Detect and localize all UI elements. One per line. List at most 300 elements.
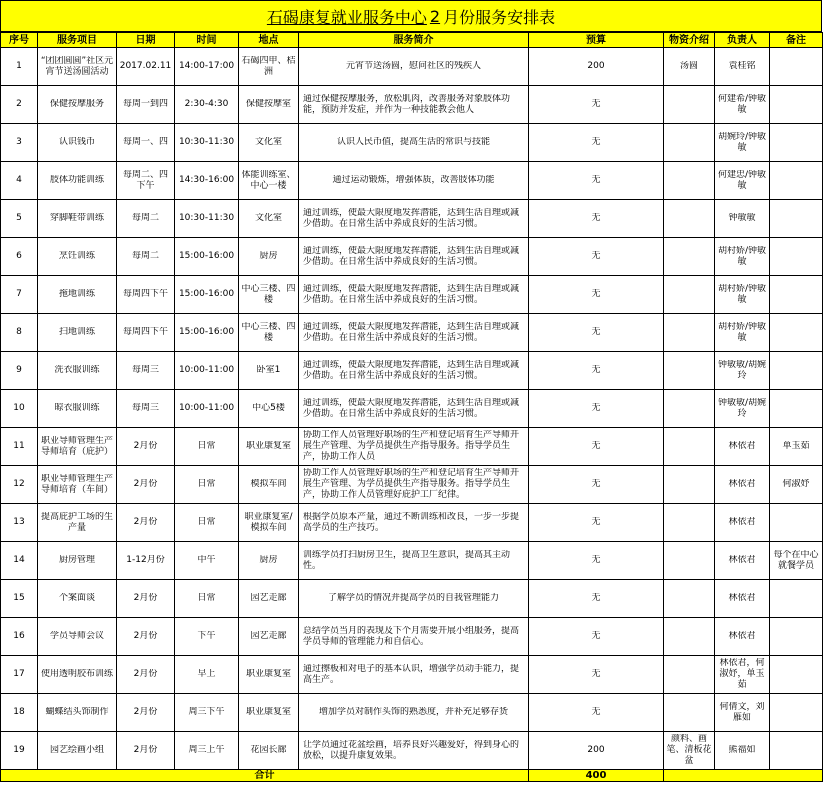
cell-brief-text: 协助工作人员管理好职场的生产和登记培育生产导师开展生产管理、为学员提供生产指导服务。指导学员生产，协助工作人员	[303, 430, 520, 462]
cell-brief-text: 通过擦板和对电子的基本认识，增强学员动手能力，提高生产。	[303, 663, 520, 685]
cell-date-text: 每周三	[131, 403, 159, 413]
cell-budget-text: 无	[591, 99, 601, 109]
cell-item	[38, 124, 117, 162]
cell-budget	[529, 618, 664, 656]
cell-time	[175, 48, 239, 86]
cell-budget-text: 无	[591, 213, 601, 223]
cell-brief	[299, 694, 529, 732]
cell-no-text: 15	[13, 593, 25, 603]
cell-time-text: 日常	[197, 517, 216, 527]
cell-place-text: 中心5楼	[252, 403, 285, 413]
cell-owner	[715, 48, 770, 86]
cell-owner-text: 林依君，何淑妤，单玉茹	[719, 658, 765, 690]
cell-time	[175, 466, 239, 504]
header-owner: 负责人	[715, 33, 770, 48]
cell-date-text: 每周一、四	[122, 137, 168, 147]
cell-owner-text: 钟敏敏	[728, 213, 756, 223]
cell-time-text: 15:00-16:00	[178, 327, 235, 337]
cell-item-text: 晾衣服训练	[54, 403, 100, 413]
cell-no	[1, 162, 38, 200]
cell-item	[38, 352, 117, 390]
cell-time	[175, 200, 239, 238]
cell-brief	[299, 352, 529, 390]
cell-place	[239, 428, 299, 466]
total-row	[1, 770, 823, 782]
total-value: 400	[529, 770, 664, 782]
cell-budget-text: 无	[591, 175, 601, 185]
cell-budget-text: 无	[591, 707, 601, 717]
cell-note	[770, 428, 823, 466]
cell-budget	[529, 162, 664, 200]
cell-place	[239, 580, 299, 618]
cell-owner	[715, 504, 770, 542]
cell-brief	[299, 162, 529, 200]
cell-place-text: 文化室	[254, 137, 282, 147]
header-budget: 预算	[529, 33, 664, 48]
cell-budget	[529, 504, 664, 542]
cell-date	[117, 238, 175, 276]
cell-no	[1, 618, 38, 656]
cell-owner	[715, 656, 770, 694]
cell-time-text: 14:00-17:00	[178, 61, 235, 71]
cell-brief-text: 通过训练，使最大限度地发挥潜能，达到生活自理或减少借助。在日常生活中养成良好的生活习惯。	[303, 207, 520, 229]
cell-item-text: 提高庇护工场的生产量	[40, 511, 113, 533]
table-row	[1, 314, 823, 352]
cell-no	[1, 504, 38, 542]
cell-time	[175, 656, 239, 694]
cell-brief	[299, 238, 529, 276]
cell-no	[1, 732, 38, 770]
cell-time	[175, 694, 239, 732]
cell-time	[175, 238, 239, 276]
cell-time	[175, 162, 239, 200]
cell-no-text: 8	[16, 327, 22, 337]
cell-note-text: 单玉茹	[782, 441, 810, 451]
cell-place-text: 职业康复室	[245, 707, 291, 717]
cell-material	[664, 86, 715, 124]
cell-budget-text: 无	[591, 327, 601, 337]
cell-item-text: 职业导师管理生产导师培育（庇护）	[40, 435, 113, 457]
cell-budget	[529, 732, 664, 770]
cell-date-text: 每周一到四	[122, 99, 168, 109]
cell-date	[117, 694, 175, 732]
header-row	[1, 33, 823, 48]
cell-place-text: 园艺走廊	[250, 631, 287, 641]
cell-place	[239, 656, 299, 694]
cell-item-text: 烹饪训练	[58, 251, 95, 261]
cell-place	[239, 276, 299, 314]
cell-item-text: 肢体功能训练	[49, 175, 104, 185]
cell-budget	[529, 694, 664, 732]
cell-time	[175, 390, 239, 428]
cell-no-text: 18	[13, 707, 25, 717]
cell-owner-text: 何倩文，刘雁如	[719, 701, 765, 723]
cell-time-text: 中午	[197, 555, 216, 565]
cell-no-text: 16	[13, 631, 25, 641]
cell-time-text: 下午	[197, 631, 216, 641]
cell-brief	[299, 428, 529, 466]
cell-place	[239, 314, 299, 352]
cell-material	[664, 200, 715, 238]
cell-material	[664, 352, 715, 390]
cell-place	[239, 86, 299, 124]
cell-time-text: 10:00-11:00	[178, 403, 235, 413]
cell-date-text: 2月份	[133, 479, 158, 489]
cell-material	[664, 238, 715, 276]
cell-brief-text: 根据学员原本产量，通过不断训练和改良，一步一步提高学员的生产技巧。	[303, 511, 520, 533]
cell-budget	[529, 352, 664, 390]
cell-no-text: 5	[16, 213, 22, 223]
cell-owner	[715, 390, 770, 428]
cell-item	[38, 428, 117, 466]
cell-budget-text: 无	[591, 593, 601, 603]
table-row	[1, 200, 823, 238]
cell-item	[38, 732, 117, 770]
cell-date	[117, 314, 175, 352]
cell-budget-text: 无	[591, 669, 601, 679]
cell-owner	[715, 314, 770, 352]
cell-budget	[529, 238, 664, 276]
cell-item	[38, 656, 117, 694]
cell-brief	[299, 314, 529, 352]
cell-item	[38, 86, 117, 124]
header-material: 物资介绍	[664, 33, 715, 48]
cell-brief-text: 认识人民币值，提高生活的常识与技能	[336, 137, 490, 147]
cell-owner-text: 钟敏敏/胡婉玲	[717, 397, 767, 419]
header-place: 地点	[239, 33, 299, 48]
cell-owner-text: 胡村娇/钟敏敏	[717, 283, 767, 305]
cell-place-text: 石碣四甲、桔洲	[241, 55, 296, 77]
cell-place-text: 花园长廊	[250, 745, 287, 755]
title-center: 康复就业服务中心	[298, 7, 427, 27]
table-row	[1, 48, 823, 86]
table-row	[1, 390, 823, 428]
cell-item-text: 保健按摩服务	[49, 99, 104, 109]
cell-time-text: 2:30-4:30	[184, 99, 229, 109]
header-item: 服务项目	[38, 33, 117, 48]
cell-brief	[299, 732, 529, 770]
cell-item-text: 蝴蝶结头饰制作	[45, 707, 109, 717]
cell-budget	[529, 466, 664, 504]
cell-place	[239, 200, 299, 238]
cell-date-text: 2月份	[133, 593, 158, 603]
cell-date	[117, 580, 175, 618]
cell-no	[1, 238, 38, 276]
cell-date-text: 2月份	[133, 441, 158, 451]
cell-no-text: 9	[16, 365, 22, 375]
cell-brief	[299, 124, 529, 162]
cell-note	[770, 200, 823, 238]
table-row	[1, 428, 823, 466]
header-brief: 服务简介	[299, 33, 529, 48]
cell-budget-text: 200	[587, 745, 605, 755]
cell-date	[117, 504, 175, 542]
header-no: 序号	[1, 33, 38, 48]
cell-item	[38, 618, 117, 656]
cell-no-text: 11	[13, 441, 25, 451]
cell-no-text: 3	[16, 137, 22, 147]
cell-brief-text: 协助工作人员管理好职场的生产和登记培育生产导师开展生产管理、为学员提供生产指导服务。指导学员生产，协助工作人员管理好庇护工厂纪律。	[303, 468, 520, 500]
cell-brief	[299, 580, 529, 618]
table-row	[1, 466, 823, 504]
cell-no	[1, 466, 38, 504]
cell-item-text: 个案面谈	[58, 593, 95, 603]
cell-no-text: 7	[16, 289, 22, 299]
cell-note	[770, 238, 823, 276]
cell-item-text: 拖地训练	[58, 289, 95, 299]
header-date: 日期	[117, 33, 175, 48]
cell-brief	[299, 276, 529, 314]
cell-brief-text: 总结学员当月的表现及下个月需要开展小组服务，提高学员导师的管理能力和自信心。	[303, 625, 520, 647]
cell-no	[1, 390, 38, 428]
cell-place	[239, 542, 299, 580]
table-row	[1, 580, 823, 618]
cell-item-text: 厨房管理	[58, 555, 95, 565]
cell-note	[770, 124, 823, 162]
cell-no	[1, 276, 38, 314]
table-row	[1, 542, 823, 580]
header-time: 时间	[175, 33, 239, 48]
cell-item	[38, 48, 117, 86]
cell-time	[175, 732, 239, 770]
cell-no-text: 19	[13, 745, 25, 755]
cell-time-text: 10:00-11:00	[178, 365, 235, 375]
cell-place	[239, 694, 299, 732]
cell-owner	[715, 86, 770, 124]
cell-date	[117, 656, 175, 694]
cell-time-text: 日常	[197, 593, 216, 603]
cell-brief-text: 了解学员的情况并提高学员的自我管理能力	[327, 593, 499, 603]
cell-time	[175, 124, 239, 162]
cell-date-text: 每周二	[131, 251, 159, 261]
cell-time-text: 早上	[197, 669, 216, 679]
cell-time-text: 周三上午	[188, 745, 225, 755]
cell-date-text: 2月份	[133, 631, 158, 641]
cell-time-text: 10:30-11:30	[178, 213, 235, 223]
cell-note	[770, 694, 823, 732]
cell-place-text: 职业康复室	[245, 669, 291, 679]
cell-no-text: 10	[13, 403, 25, 413]
table-row	[1, 504, 823, 542]
cell-place-text: 职业康复室	[245, 441, 291, 451]
cell-brief-text: 通过保健按摩服务，放松肌肉，改善服务对象肢体功能，预防并发症，并作为一种技能教会他人	[303, 93, 511, 115]
cell-note	[770, 618, 823, 656]
cell-budget	[529, 48, 664, 86]
cell-item	[38, 390, 117, 428]
cell-item-text: 认识钱币	[58, 137, 95, 147]
cell-budget-text: 无	[591, 403, 601, 413]
cell-owner-text: 林依君	[728, 593, 756, 603]
cell-place	[239, 618, 299, 656]
cell-budget	[529, 86, 664, 124]
cell-owner	[715, 542, 770, 580]
cell-place	[239, 162, 299, 200]
cell-owner	[715, 238, 770, 276]
cell-budget-text: 无	[591, 289, 601, 299]
cell-owner	[715, 428, 770, 466]
cell-place	[239, 124, 299, 162]
cell-brief	[299, 542, 529, 580]
cell-budget	[529, 314, 664, 352]
cell-budget	[529, 276, 664, 314]
cell-date	[117, 124, 175, 162]
cell-material	[664, 314, 715, 352]
cell-owner	[715, 352, 770, 390]
cell-material-text: 汤圆	[679, 61, 698, 71]
cell-material	[664, 48, 715, 86]
table-row	[1, 618, 823, 656]
cell-item	[38, 276, 117, 314]
cell-place	[239, 504, 299, 542]
cell-time-text: 14:30-16:00	[178, 175, 235, 185]
cell-place-text: 卧室1	[256, 365, 281, 375]
cell-owner	[715, 200, 770, 238]
cell-owner-text: 胡婉玲/钟敏敏	[717, 131, 767, 153]
cell-brief-text: 通过运动锻炼，增强体质，改善肢体功能	[332, 175, 495, 185]
header-note: 备注	[770, 33, 823, 48]
cell-date-text: 1-12月份	[126, 555, 165, 565]
cell-date	[117, 86, 175, 124]
cell-item-text: 园艺绘画小组	[49, 745, 104, 755]
cell-brief-text: 通过训练，使最大限度地发挥潜能，达到生活自理或减少借助。在日常生活中养成良好的生活习惯。	[303, 359, 520, 381]
cell-owner-text: 胡村娇/钟敏敏	[717, 321, 767, 343]
cell-brief	[299, 48, 529, 86]
cell-no	[1, 124, 38, 162]
cell-owner	[715, 276, 770, 314]
cell-place-text: 体能训练室、中心一楼	[241, 169, 296, 191]
cell-no	[1, 314, 38, 352]
total-filler	[664, 770, 823, 782]
cell-no	[1, 48, 38, 86]
cell-material	[664, 542, 715, 580]
cell-place	[239, 390, 299, 428]
cell-no	[1, 580, 38, 618]
cell-note	[770, 314, 823, 352]
cell-date-text: 2月份	[133, 745, 158, 755]
cell-brief-text: 通过训练，使最大限度地发挥潜能，达到生活自理或减少借助。在日常生活中养成良好的生活习惯。	[303, 397, 520, 419]
cell-brief-text: 让学员通过花盆绘画，培养良好兴趣爱好，得到身心的放松，以提升康复效果。	[303, 739, 520, 761]
cell-place-text: 文化室	[254, 213, 282, 223]
cell-date	[117, 352, 175, 390]
cell-place-text: 中心三楼、四楼	[241, 321, 296, 343]
title-suffix: 月份服务安排表	[443, 7, 556, 27]
cell-time	[175, 542, 239, 580]
title-month: 2	[429, 6, 441, 26]
cell-place-text: 厨房	[259, 555, 278, 565]
cell-time-text: 10:30-11:30	[178, 137, 235, 147]
cell-no	[1, 694, 38, 732]
cell-owner	[715, 618, 770, 656]
cell-date-text: 2月份	[133, 517, 158, 527]
cell-time	[175, 504, 239, 542]
cell-date	[117, 732, 175, 770]
cell-brief	[299, 390, 529, 428]
cell-owner-text: 林依君	[728, 631, 756, 641]
cell-budget-text: 无	[591, 441, 601, 451]
cell-date-text: 每周四下午	[122, 289, 168, 299]
cell-no	[1, 200, 38, 238]
cell-budget	[529, 656, 664, 694]
cell-budget-text: 无	[591, 631, 601, 641]
cell-owner-text: 何建希/钟敏敏	[717, 93, 767, 115]
cell-item	[38, 542, 117, 580]
cell-budget-text: 无	[591, 251, 601, 261]
table-row	[1, 124, 823, 162]
cell-material-text: 颜料、画笔、清板花盆	[666, 734, 712, 766]
cell-no	[1, 428, 38, 466]
table-row	[1, 238, 823, 276]
cell-place-text: 中心三楼、四楼	[241, 283, 296, 305]
total-label: 合计	[1, 770, 529, 782]
cell-date-text: 每周四下午	[122, 327, 168, 337]
cell-owner-text: 林依君	[728, 517, 756, 527]
cell-owner-text: 何建忠/钟敏敏	[717, 169, 767, 191]
cell-owner-text: 林依君	[728, 441, 756, 451]
cell-budget-text: 无	[591, 479, 601, 489]
cell-budget-text: 无	[591, 517, 601, 527]
cell-no	[1, 86, 38, 124]
cell-place	[239, 238, 299, 276]
cell-brief-text: 通过训练，使最大限度地发挥潜能，达到生活自理或减少借助。在日常生活中养成良好的生活习惯。	[303, 283, 520, 305]
cell-place	[239, 352, 299, 390]
cell-owner-text: 林依君	[728, 555, 756, 565]
cell-budget	[529, 390, 664, 428]
cell-date	[117, 276, 175, 314]
cell-date	[117, 466, 175, 504]
cell-place-text: 厨房	[259, 251, 278, 261]
cell-brief	[299, 504, 529, 542]
cell-item	[38, 466, 117, 504]
cell-item-text: “团团圆圆”社区元宵节送汤圆活动	[40, 55, 114, 77]
cell-item-text: 职业导师管理生产导师培育（车间）	[40, 473, 113, 495]
cell-time	[175, 276, 239, 314]
cell-owner	[715, 162, 770, 200]
cell-date-text: 2月份	[133, 669, 158, 679]
cell-item	[38, 314, 117, 352]
cell-date-text: 每周二	[131, 213, 159, 223]
cell-note	[770, 352, 823, 390]
cell-time-text: 日常	[197, 479, 216, 489]
cell-owner-text: 钟敏敏/胡婉玲	[717, 359, 767, 381]
cell-material	[664, 276, 715, 314]
cell-no-text: 1	[16, 61, 22, 71]
table-row	[1, 276, 823, 314]
cell-no-text: 12	[13, 479, 25, 489]
cell-no-text: 2	[16, 99, 22, 109]
cell-note	[770, 162, 823, 200]
cell-item-text: 使用透明胶布训练	[40, 669, 113, 679]
cell-owner-text: 林依君	[728, 479, 756, 489]
cell-date	[117, 428, 175, 466]
cell-note-text: 何淑妤	[782, 479, 810, 489]
cell-item	[38, 580, 117, 618]
cell-no	[1, 352, 38, 390]
cell-place-text: 职业康复室/模拟车间	[244, 511, 293, 533]
cell-time-text: 日常	[197, 441, 216, 451]
cell-time-text: 周三下午	[188, 707, 225, 717]
cell-owner	[715, 732, 770, 770]
cell-item-text: 洗衣服训练	[54, 365, 100, 375]
cell-date-text: 2月份	[133, 707, 158, 717]
cell-brief-text: 通过训练，使最大限度地发挥潜能，达到生活自理或减少借助。在日常生活中养成良好的生活习惯。	[303, 245, 520, 267]
cell-no-text: 17	[13, 669, 25, 679]
cell-material	[664, 466, 715, 504]
cell-note-text: 每个在中心就餐学员	[773, 549, 819, 571]
cell-place-text: 模拟车间	[250, 479, 287, 489]
cell-note	[770, 390, 823, 428]
cell-note	[770, 48, 823, 86]
cell-owner-text: 胡村娇/钟敏敏	[717, 245, 767, 267]
